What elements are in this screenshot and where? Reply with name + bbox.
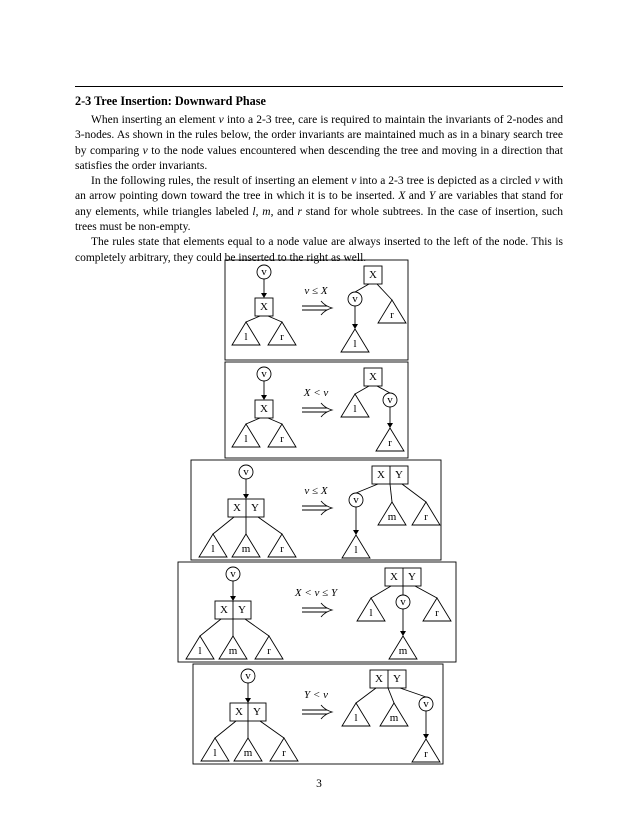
rule-panel	[225, 362, 408, 458]
subtree-label: m	[389, 712, 399, 724]
subtree-label: r	[282, 747, 286, 759]
node-key: X	[390, 571, 398, 583]
arrow-head	[243, 494, 249, 499]
subtree-label: r	[390, 309, 394, 321]
node-key: Y	[393, 673, 401, 685]
text-run: , and	[270, 205, 298, 218]
subtree-label: m	[243, 747, 253, 759]
insert-value-label: v	[245, 670, 251, 682]
subtree-label: l	[354, 712, 358, 724]
subtree-label: r	[267, 645, 271, 657]
insert-value-label: v	[261, 368, 267, 380]
text-run: and	[405, 190, 429, 203]
node-key: Y	[408, 571, 416, 583]
subtree-label: r	[435, 607, 439, 619]
rule-condition: X < v ≤ Y	[294, 587, 338, 599]
text-run: with an arrow pointing down toward the tree in which it is to be inserted.	[75, 175, 563, 203]
text-run: are variables that stand for any elements, while triangles labeled	[75, 190, 564, 218]
text-run: The rules state that elements equal to a node value are always inserted to the left of the node. This is completely arbitrary, they could be inserted to the right as well.	[75, 236, 563, 264]
arrow-head	[230, 596, 236, 601]
tree-edge	[415, 586, 437, 598]
insert-value-label: v	[261, 266, 267, 278]
node-key: X	[220, 604, 228, 616]
tree-edge	[258, 517, 282, 534]
math-symbol: v	[534, 175, 540, 188]
page-number: 3	[316, 778, 322, 790]
subtree-label: l	[198, 645, 202, 657]
transform-arrow-head	[321, 403, 332, 417]
arrow-head	[261, 293, 267, 298]
node-key: X	[260, 403, 268, 415]
math-symbol: r	[297, 205, 303, 218]
insert-value-label: v	[423, 698, 429, 710]
node-key: Y	[253, 706, 261, 718]
text-run: into a 2-3 tree is depicted as a circled	[356, 175, 535, 188]
node-key: X	[260, 301, 268, 313]
tree-edge	[377, 386, 390, 393]
subtree-label: r	[280, 433, 284, 445]
rule-condition: X < v	[303, 387, 329, 399]
subtree-label: l	[211, 543, 215, 555]
subtree-label: l	[213, 747, 217, 759]
text-run: into a 2-3 tree, care is required to maintain the invariants of 2-nodes and 3-nodes. As shown in the rules below, the order invariants are maintained much as in a binary search tree by comparing	[75, 114, 563, 157]
tree-edge	[246, 316, 260, 322]
node-key: X	[369, 269, 377, 281]
subtree-label: m	[241, 543, 251, 555]
insert-value-label: v	[387, 394, 393, 406]
subtree-label: l	[353, 338, 357, 350]
node-key: Y	[251, 502, 259, 514]
insert-value-label: v	[230, 568, 236, 580]
subtree-label: l	[244, 433, 248, 445]
transform-arrow-head	[321, 501, 332, 515]
math-symbol: m	[262, 205, 271, 218]
rule-panel	[178, 562, 456, 662]
subtree-label: r	[424, 511, 428, 523]
section-title: 2-3 Tree Insertion: Downward Phase	[75, 94, 266, 108]
subtree-label: l	[354, 544, 358, 556]
tree-edge	[268, 418, 282, 424]
tree-edge	[402, 484, 426, 502]
tree-edge	[268, 316, 282, 322]
subtree-label: l	[353, 403, 357, 415]
text-run: ,	[255, 205, 263, 218]
insert-value-label: v	[352, 293, 358, 305]
insert-value-label: v	[400, 596, 406, 608]
subtree-label: r	[280, 331, 284, 343]
tree-edge	[355, 284, 369, 292]
math-symbol: v	[351, 175, 357, 188]
node-key: Y	[238, 604, 246, 616]
insert-value-label: v	[353, 494, 359, 506]
subtree-label: r	[424, 748, 428, 760]
math-symbol: l	[252, 205, 256, 218]
rule-condition: v ≤ X	[304, 485, 328, 497]
tree-edge	[245, 619, 269, 636]
node-key: X	[233, 502, 241, 514]
transform-arrow-head	[321, 301, 332, 315]
arrow-head	[261, 395, 267, 400]
subtree-label: l	[244, 331, 248, 343]
text-run: to the node values encountered when descending the tree and moving in a direction that satisfies the order invariants.	[75, 144, 563, 172]
tree-edge	[200, 619, 221, 636]
node-key: X	[375, 673, 383, 685]
math-symbol: Y	[428, 190, 436, 203]
rule-condition: Y < v	[304, 689, 328, 701]
arrow-head	[245, 698, 251, 703]
node-key: Y	[395, 469, 403, 481]
transform-arrow-head	[321, 603, 332, 617]
subtree-label: r	[280, 543, 284, 555]
text-run: stand for whole subtrees. In the case of insertion, such trees must be non-empty.	[75, 205, 563, 234]
subtree-label: m	[398, 645, 408, 657]
tree-edge	[388, 688, 394, 703]
tree-edge	[356, 688, 376, 703]
tree-edge	[260, 721, 284, 738]
text-run: When inserting an element	[91, 114, 219, 126]
tree-edge	[356, 484, 378, 493]
text-run: In the following rules, the result of inserting an element	[91, 175, 352, 188]
math-symbol: X	[398, 190, 406, 203]
tree-edge	[400, 688, 426, 697]
subtree-label: l	[369, 607, 373, 619]
tree-edge	[371, 586, 391, 598]
subtree-label: r	[388, 437, 392, 449]
node-key: X	[377, 469, 385, 481]
tree-edge	[215, 721, 236, 738]
rule-condition: v ≤ X	[304, 285, 328, 297]
tree-edge	[355, 386, 369, 394]
math-symbol: v	[218, 114, 224, 126]
subtree-label: m	[387, 511, 397, 523]
tree-edge	[246, 418, 260, 424]
subtree-label: m	[228, 645, 238, 657]
tree-edge	[390, 484, 392, 502]
node-key: X	[369, 371, 377, 383]
tree-edge	[213, 517, 234, 534]
node-key: X	[235, 706, 243, 718]
rule-panel	[191, 460, 441, 560]
rule-panel	[225, 260, 408, 360]
tree-edge	[377, 284, 392, 300]
rule-panel	[193, 664, 443, 764]
transform-arrow-head	[321, 705, 332, 719]
math-symbol: v	[142, 144, 148, 157]
insert-value-label: v	[243, 466, 249, 478]
